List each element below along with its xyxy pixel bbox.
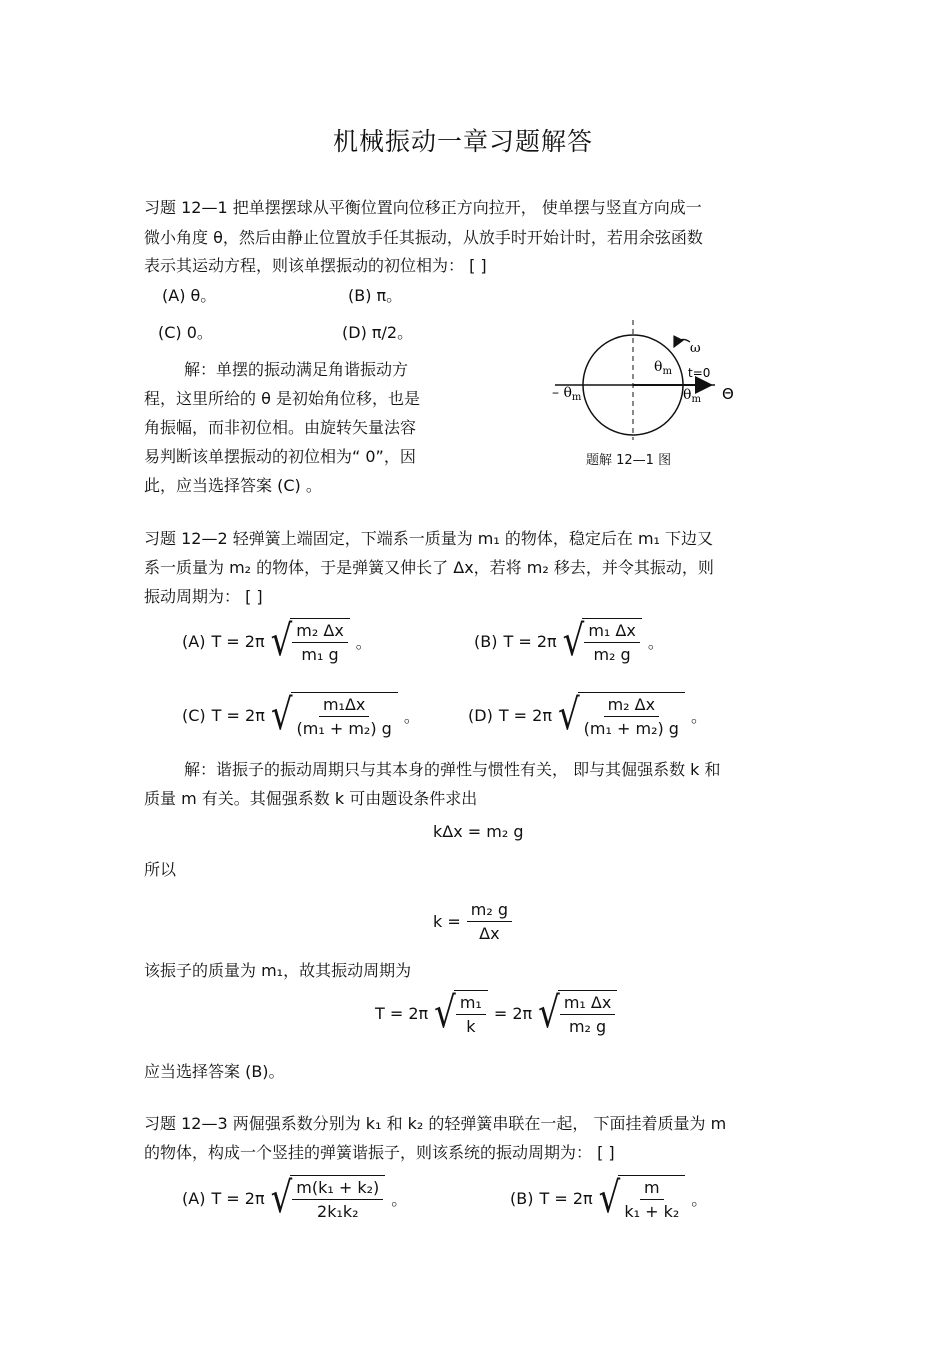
solution-line: 解：谐振子的振动周期只与其本身的弹性与惯性有关， 即与其倔强系数 k 和 <box>184 760 721 779</box>
option-a: (A) θ。 <box>162 286 217 305</box>
solution-line: 易判断该单摆振动的初位相为“ 0”，因 <box>144 447 416 466</box>
option-a-formula: (A) T = 2π √ $\frac{\text{m(k₁ + k₂)}}{\text{2k₁k₂}}$ 。 <box>182 1173 408 1223</box>
theta-label-right: θ <box>683 387 692 403</box>
option-c-formula: (C) T = 2π √ $\frac{\text{m₁Δx}}{\text{(m₁ + m₂) g}}$ 。 <box>182 690 420 740</box>
problem-12-2-line: 系一质量为 m₂ 的物体，于是弹簧又伸长了 Δx，若将 m₂ 移去，并令其振动，则 <box>144 558 714 577</box>
problem-12-1-line: 习题 12—1 把单摆摆球从平衡位置向位移正方向拉开， 使单摆与竖直方向成一 <box>144 198 702 217</box>
problem-12-1-line: 表示其运动方程，则该单摆振动的初位相为： [ ] <box>144 256 487 275</box>
problem-12-2-line: 振动周期为： [ ] <box>144 587 263 606</box>
solution-line: 质量 m 有关。其倔强系数 k 可由题设条件求出 <box>144 789 478 808</box>
so-text: 所以 <box>144 860 177 879</box>
omega-arc-arrow <box>674 339 690 347</box>
svg-text:– θm: – $\theta_m$ <box>552 385 582 403</box>
equation-k-dx: kΔx = m₂ g <box>433 822 524 841</box>
equation-k: k = $\frac{\text{m₂ g}}{\Delta x}$ <box>433 900 512 943</box>
svg-text:θm: $\theta_m$ <box>654 359 672 377</box>
mass-text: 该振子的质量为 m₁，故其振动周期为 <box>144 961 412 980</box>
solution-line: 解：单摆的振动满足角谐振动方 <box>184 360 409 379</box>
problem-12-3-line: 习题 12—3 两倔强系数分别为 k₁ 和 k₂ 的轻弹簧串联在一起， 下面挂着质量为 m <box>144 1114 727 1133</box>
option-d: (D) π/2。 <box>342 323 414 342</box>
svg-text:θm: $\theta_m$ <box>683 387 701 405</box>
solution-line: 角振幅，而非初位相。由旋转矢量法容 <box>144 418 417 437</box>
problem-12-1-line: 微小角度 θ，然后由静止位置放手任其振动，从放手时开始计时，若用余弦函数 <box>144 228 703 247</box>
option-b-formula: (B) T = 2π √ $\frac{m}{\text{k₁ + k₂}}$ 。 <box>510 1173 708 1223</box>
figure-caption: 题解 12—1 图 <box>586 453 672 468</box>
axis-label: Θ <box>722 385 734 403</box>
page-title: 机械振动一章习题解答 <box>333 127 594 156</box>
problem-12-2-line: 习题 12—2 轻弹簧上端固定，下端系一质量为 m₁ 的物体，稳定后在 m₁ 下边又 <box>144 529 714 548</box>
omega-label: ω <box>690 341 701 356</box>
option-a-formula: (A) T = 2π √ $\frac{\text{m₂ Δx}}{\text{m₁ g}}$ 。 <box>182 616 372 666</box>
theta-label-top: θ <box>654 359 663 375</box>
equation-period: T = 2π √ $\frac{\text{m₁}}{k}$ = 2π √ $\frac{\text{m₁ Δx}}{\text{m₂ g}}$ <box>375 990 617 1036</box>
option-b: (B) π。 <box>348 286 403 305</box>
answer-text: 应当选择答案 (B)。 <box>144 1062 285 1081</box>
problem-12-3-line: 的物体，构成一个竖挂的弹簧谐振子，则该系统的振动周期为： [ ] <box>144 1143 615 1162</box>
option-c: (C) 0。 <box>158 323 213 342</box>
rotating-vector-figure <box>540 315 770 450</box>
t0-label: t=0 <box>688 366 711 380</box>
neg-theta-label: – θ <box>552 385 572 401</box>
option-d-formula: (D) T = 2π √ $\frac{\text{m₂ Δx}}{\text{(m₁ + m₂) g}}$ 。 <box>468 690 707 740</box>
option-b-formula: (B) T = 2π √ $\frac{\text{m₁ Δx}}{\text{m₂ g}}$ 。 <box>474 616 664 666</box>
solution-line: 此，应当选择答案 (C) 。 <box>144 476 322 495</box>
solution-line: 程，这里所给的 θ 是初始角位移，也是 <box>144 389 420 408</box>
